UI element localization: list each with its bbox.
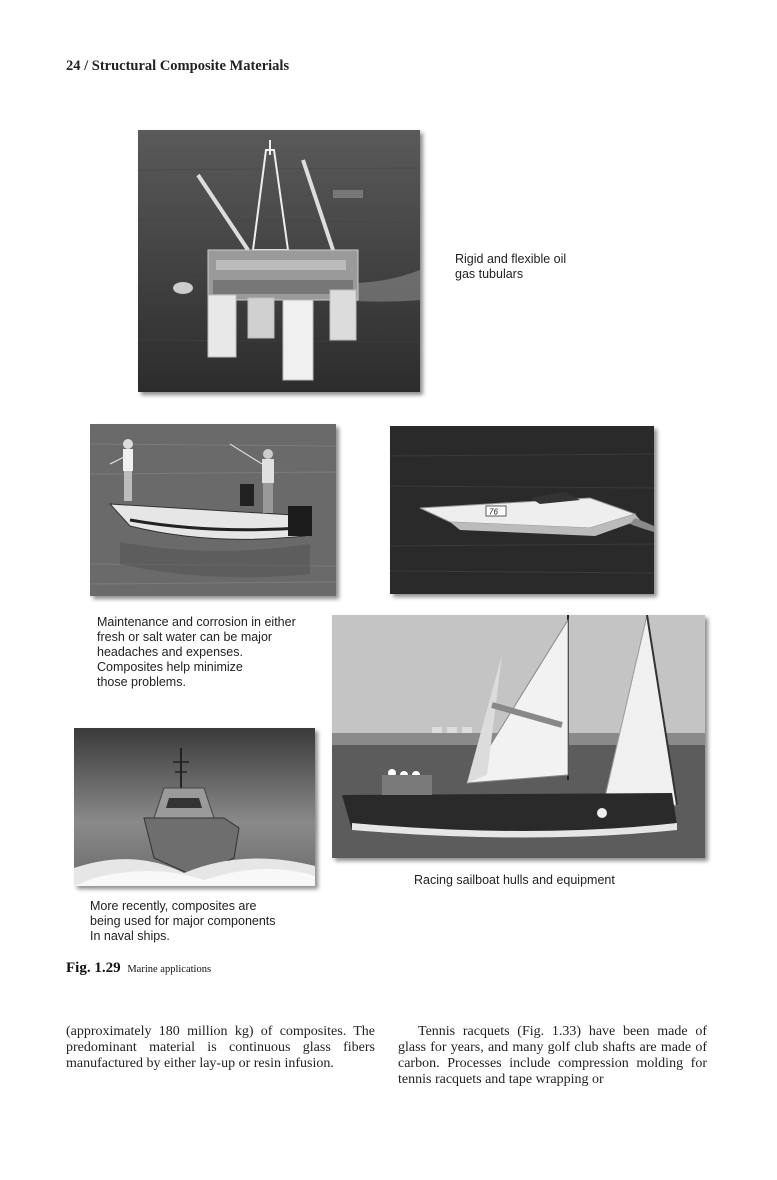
left-column-paragraph: (approximately 180 million kg) of composites. The predominant material is continuous glass fibers manufactured by either lay-up or resin infusion. [66,1024,375,1071]
figure-text: Marine applications [127,964,212,975]
running-head: 24 / Structural Composite Materials [66,58,290,74]
fishing-boat-photo [90,424,336,596]
figure-label: Fig. 1.29 [66,960,121,976]
sailboat-photo [332,615,705,858]
oil-platform-photo [138,130,420,392]
body-left-column [66,1024,375,1072]
speedboat-photo [390,426,654,594]
speedboat-number: 76 [489,507,498,517]
naval-caption: More recently, composites are being used for major components In naval ships. [90,899,276,943]
naval-ship-photo [74,728,315,886]
sailboat-caption: Racing sailboat hulls and equipment [414,873,615,887]
maintenance-caption: Maintenance and corrosion in either fresh or salt water can be major headaches and expenses. Composites help minimize those problems. [97,615,296,689]
right-column-paragraph: Tennis racquets (Fig. 1.33) have been made of glass for years, and many golf club shafts are made of carbon. Processes include compression molding for tennis racquets and tape wrapping or [398,1024,707,1087]
body-right-column [398,1024,707,1088]
oil-caption: Rigid and flexible oil gas tubulars [455,252,567,281]
figure-caption [66,960,211,977]
